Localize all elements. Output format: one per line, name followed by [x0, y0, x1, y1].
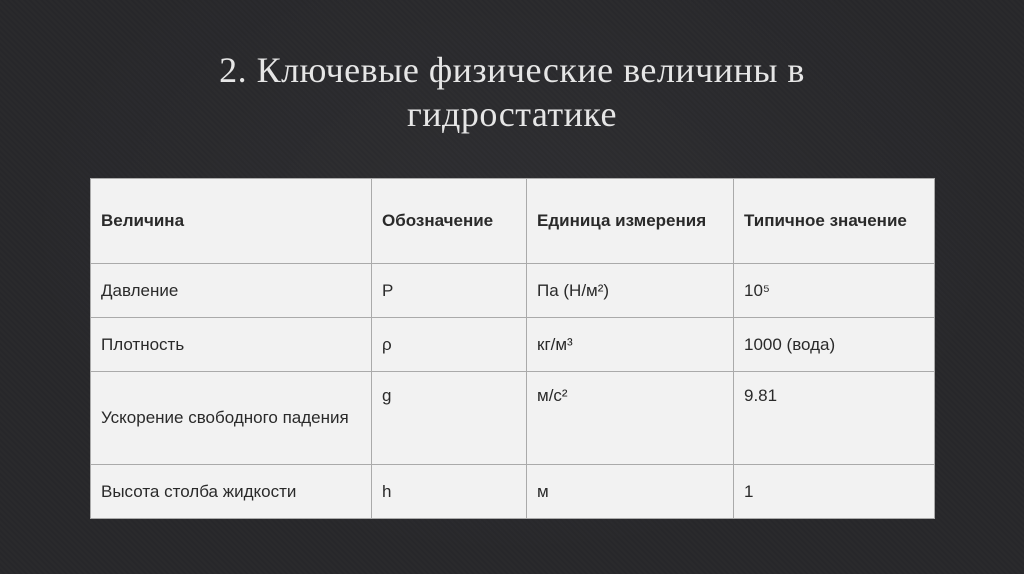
slide-title-line-1: 2. Ключевые физические величины в	[219, 50, 805, 90]
cell-unit: Па (Н/м²)	[527, 264, 734, 318]
table-row	[91, 264, 935, 318]
cell-unit: кг/м³	[527, 318, 734, 372]
header-symbol: Обозначение	[372, 179, 527, 264]
header-quantity: Величина	[91, 179, 372, 264]
cell-quantity: Высота столба жидкости	[91, 465, 372, 519]
cell-quantity: Давление	[91, 264, 372, 318]
cell-quantity: Ускорение свободного падения	[91, 372, 372, 465]
table-row	[91, 318, 935, 372]
cell-quantity: Плотность	[91, 318, 372, 372]
cell-unit: м	[527, 465, 734, 519]
quantities-table-container	[90, 178, 934, 519]
cell-typical-value: 1	[734, 465, 935, 519]
slide-title	[140, 48, 884, 136]
header-unit: Единица измерения	[527, 179, 734, 264]
cell-typical-value: 10⁵	[734, 264, 935, 318]
cell-symbol: ρ	[372, 318, 527, 372]
cell-symbol: P	[372, 264, 527, 318]
table-row	[91, 372, 935, 465]
cell-unit: м/с²	[527, 372, 734, 465]
slide-title-line-2: гидростатике	[406, 94, 617, 134]
header-typical-value: Типичное значение	[734, 179, 935, 264]
cell-typical-value: 9.81	[734, 372, 935, 465]
quantities-table	[90, 178, 935, 519]
table-row	[91, 465, 935, 519]
table-header-row	[91, 179, 935, 264]
cell-symbol: g	[372, 372, 527, 465]
cell-typical-value: 1000 (вода)	[734, 318, 935, 372]
cell-symbol: h	[372, 465, 527, 519]
